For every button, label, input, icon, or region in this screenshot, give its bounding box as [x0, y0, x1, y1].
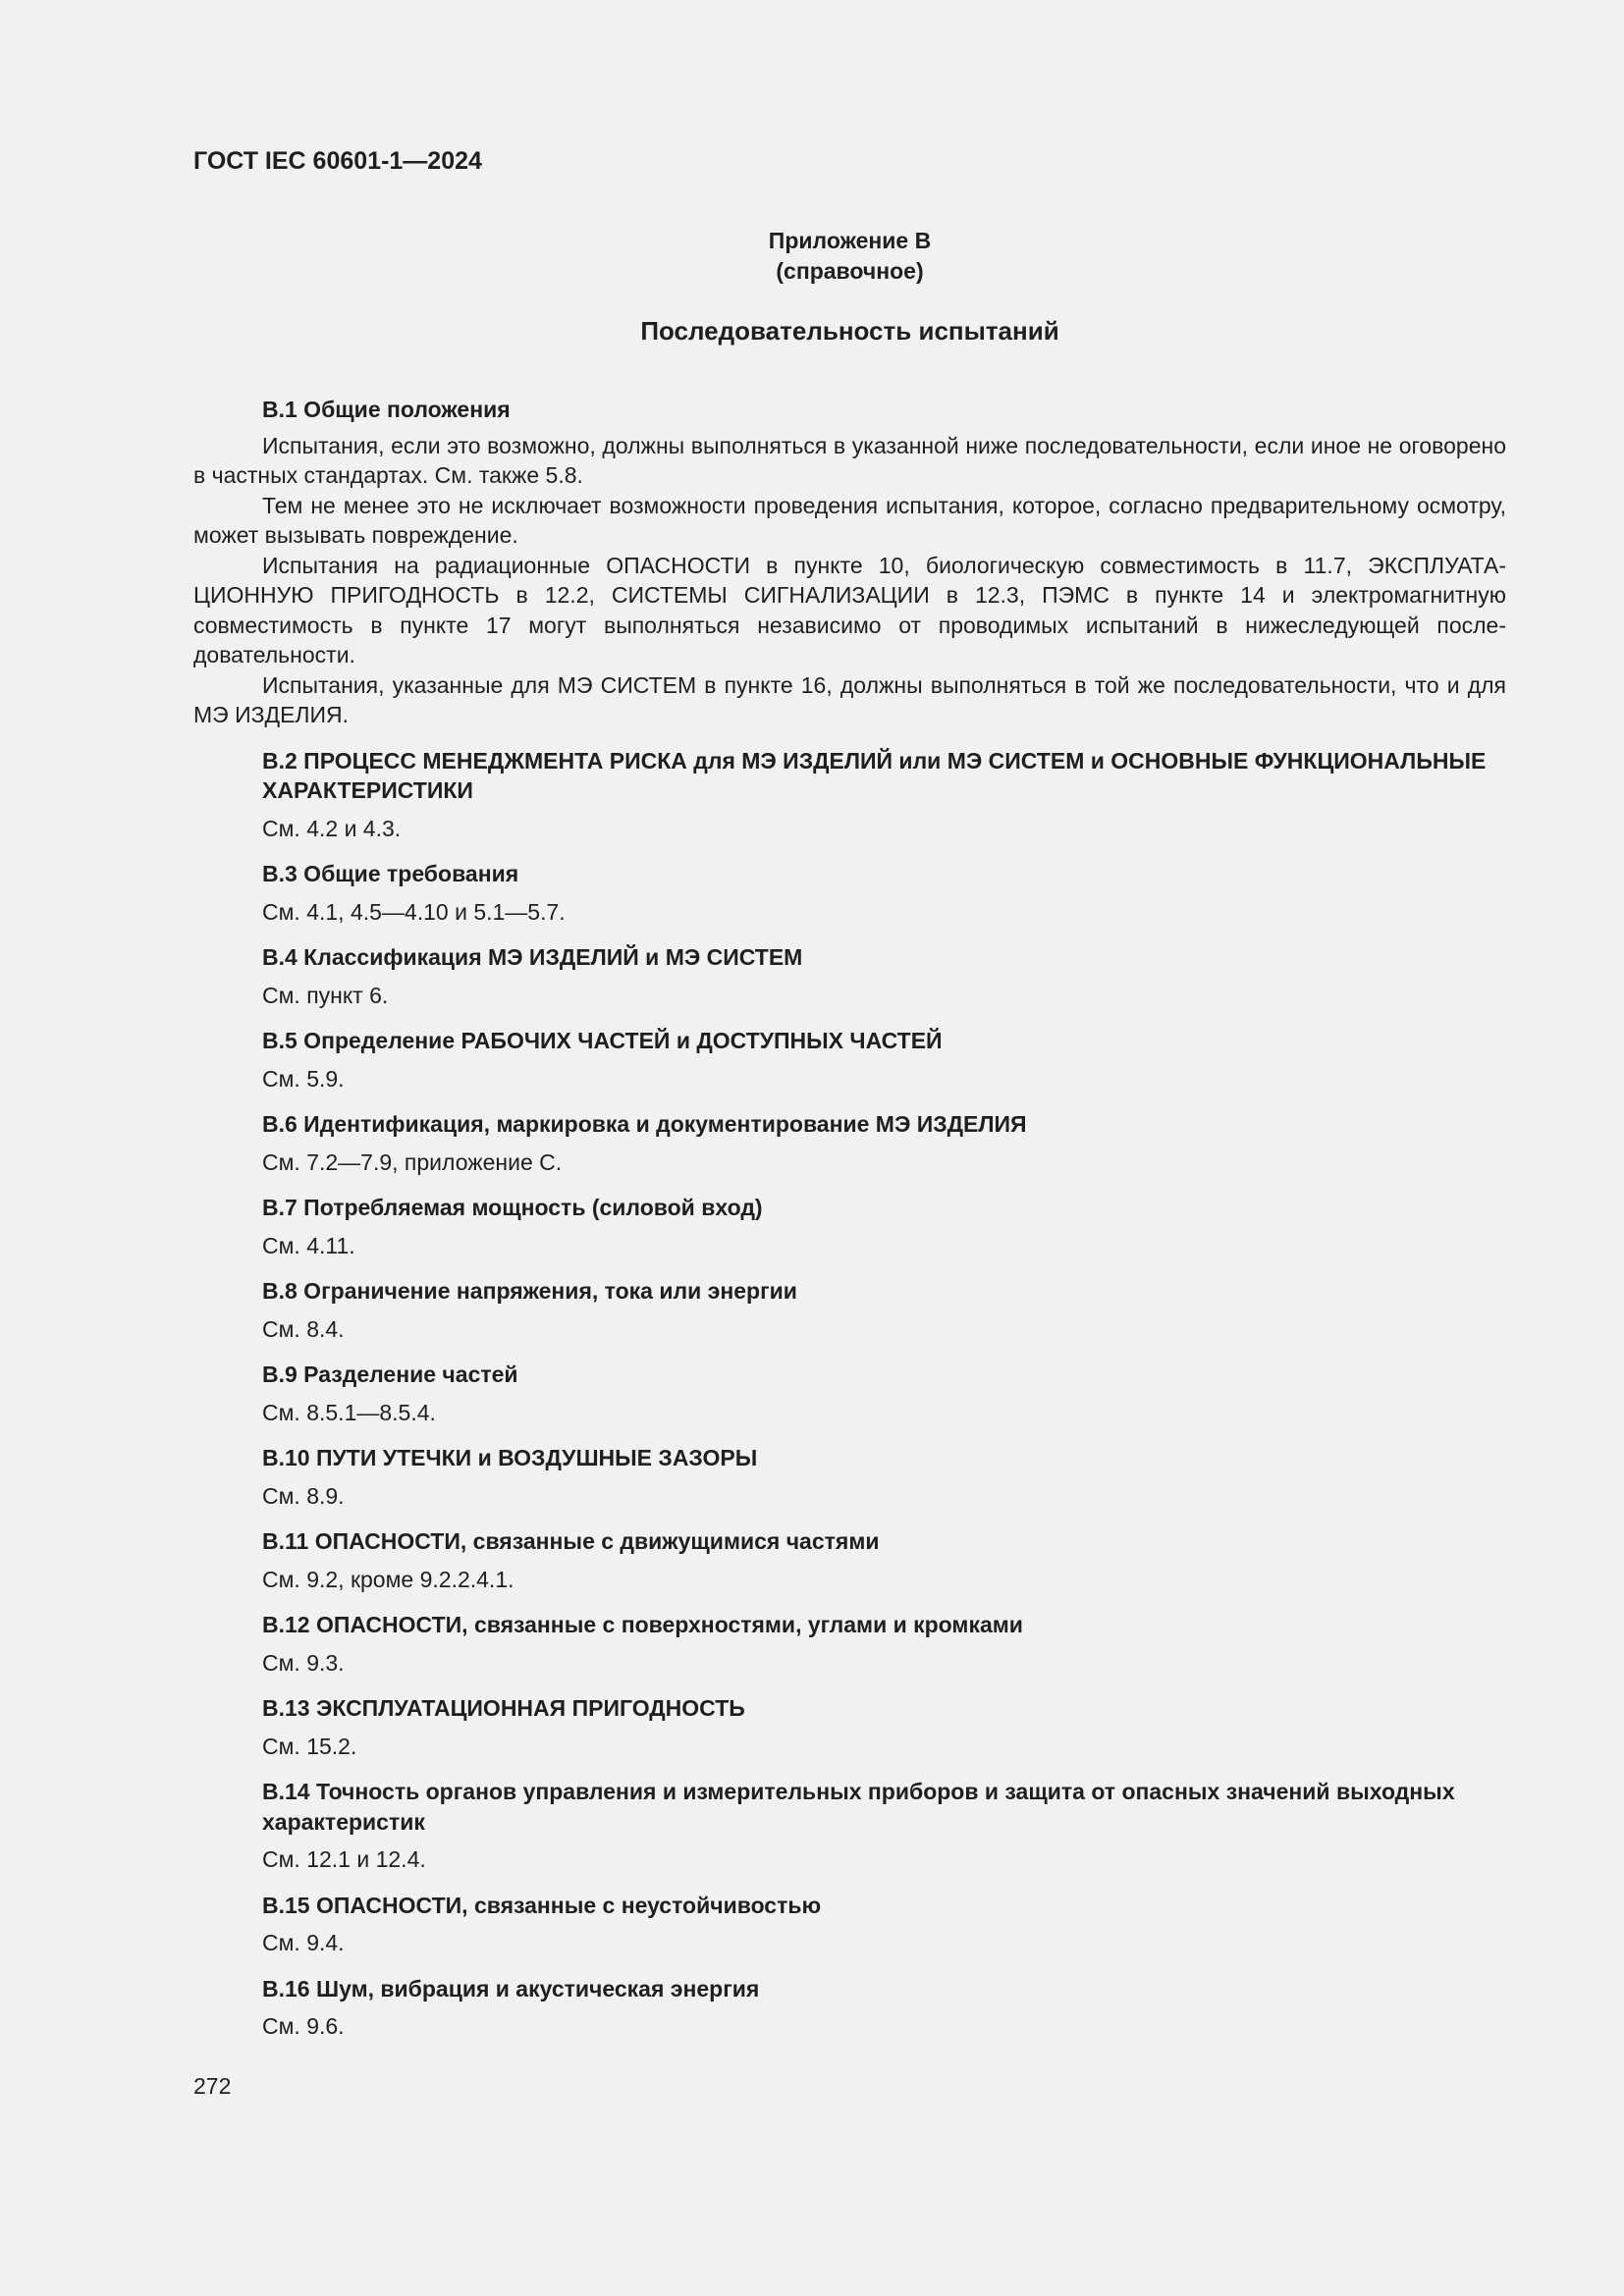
section [193, 1026, 1506, 1094]
section-heading: В.6 Идентификация, маркировка и документирование МЭ ИЗДЕЛИЯ [262, 1111, 1027, 1137]
section [193, 1891, 1506, 1958]
section-heading: В.3 Общие требования [262, 861, 519, 886]
paragraph: Испытания на радиационные ОПАСНОСТИ в пункте 10, биологическую совместимость в 11.7, ЭКСПЛУАТАЦИОННУЮ ПРИГОДНОСТЬ в 12.2, СИСТЕМЫ СИГНАЛИЗАЦИИ в 12.3, ПЭМС в пункте 14 и электромагнитную совместимость в пункте 17 могут выполняться независимо от проводимых испытаний в нижеследующей последовательности. [193, 552, 1506, 667]
section [193, 1276, 1506, 1344]
document-body [193, 395, 1506, 2042]
section-reference: См. 15.2. [262, 1733, 357, 1759]
section-reference: См. 9.4. [262, 1930, 345, 1955]
section [193, 1526, 1506, 1594]
section [193, 746, 1506, 844]
section-reference: См. 4.1, 4.5—4.10 и 5.1—5.7. [262, 898, 566, 925]
section-heading: В.1 Общие положения [262, 397, 511, 422]
section [193, 1610, 1506, 1678]
section-heading: В.4 Классификация МЭ ИЗДЕЛИЙ и МЭ СИСТЕМ [262, 944, 803, 970]
section-reference: См. 4.11. [262, 1232, 355, 1258]
section [193, 1443, 1506, 1511]
section-intro [193, 395, 1506, 730]
section-reference: См. 9.2, кроме 9.2.2.4.1. [262, 1566, 514, 1592]
section-reference: См. 9.6. [262, 2013, 345, 2039]
section-heading: В.11 ОПАСНОСТИ, связанные с движущимися частями [262, 1528, 880, 1554]
section-heading: В.5 Определение РАБОЧИХ ЧАСТЕЙ и ДОСТУПНЫХ ЧАСТЕЙ [262, 1028, 943, 1053]
section-reference: См. 12.1 и 12.4. [262, 1846, 426, 1872]
section-reference: См. 9.3. [262, 1649, 345, 1676]
section-reference: См. 8.5.1—8.5.4. [262, 1399, 436, 1425]
section [193, 1693, 1506, 1761]
section-reference: См. 8.9. [262, 1482, 345, 1509]
section [193, 1109, 1506, 1177]
section [193, 1974, 1506, 2042]
section [193, 1193, 1506, 1260]
annex-header [193, 226, 1506, 287]
section-heading: В.12 ОПАСНОСТИ, связанные с поверхностями, углами и кромками [262, 1612, 1023, 1637]
section-reference: См. пункт 6. [262, 982, 389, 1008]
paragraph: Тем не менее это не исключает возможности проведения испытания, которое, согласно предварительному осмотру, может вызывать повреждение. [193, 492, 1506, 548]
page-number: 272 [193, 2073, 232, 2099]
section-reference: См. 7.2—7.9, приложение С. [262, 1148, 563, 1175]
section-reference: См. 4.2 и 4.3. [262, 815, 402, 841]
document-id: ГОСТ IEC 60601-1—2024 [193, 147, 482, 175]
paragraph: Испытания, если это возможно, должны выполняться в указанной ниже последовательности, если иное не оговорено в частных стандартах. См. также 5.8. [193, 432, 1506, 488]
section-heading: В.9 Разделение частей [262, 1362, 518, 1387]
section-heading: В.8 Ограничение напряжения, тока или энергии [262, 1278, 797, 1304]
annex-type: (справочное) [776, 258, 924, 284]
section-heading: В.13 ЭКСПЛУАТАЦИОННАЯ ПРИГОДНОСТЬ [262, 1695, 745, 1721]
section-heading: В.14 Точность органов управления и измерительных приборов и защита от опасных значений выходных характеристик [262, 1779, 1455, 1835]
section-heading: В.15 ОПАСНОСТИ, связанные с неустойчивостью [262, 1892, 822, 1918]
annex-heading: Последовательность испытаний [640, 316, 1059, 346]
section [193, 1360, 1506, 1427]
section-heading: В.7 Потребляемая мощность (силовой вход) [262, 1195, 763, 1220]
section [193, 942, 1506, 1010]
section-heading: В.10 ПУТИ УТЕЧКИ и ВОЗДУШНЫЕ ЗАЗОРЫ [262, 1445, 758, 1470]
section-reference: См. 5.9. [262, 1065, 345, 1092]
paragraph: Испытания, указанные для МЭ СИСТЕМ в пункте 16, должны выполняться в той же последовательности, что и для МЭ ИЗДЕЛИЯ. [193, 671, 1506, 727]
section [193, 1777, 1506, 1875]
section-heading: В.2 ПРОЦЕСС МЕНЕДЖМЕНТА РИСКА для МЭ ИЗДЕЛИЙ или МЭ СИСТЕМ и ОСНОВНЫЕ ФУНКЦИОНАЛЬНЫЕ ХАРАКТЕРИСТИКИ [262, 747, 1487, 803]
section [193, 859, 1506, 927]
section-heading: В.16 Шум, вибрация и акустическая энергия [262, 1975, 760, 2002]
annex-title: Приложение В [768, 228, 932, 253]
section-reference: См. 8.4. [262, 1315, 345, 1342]
